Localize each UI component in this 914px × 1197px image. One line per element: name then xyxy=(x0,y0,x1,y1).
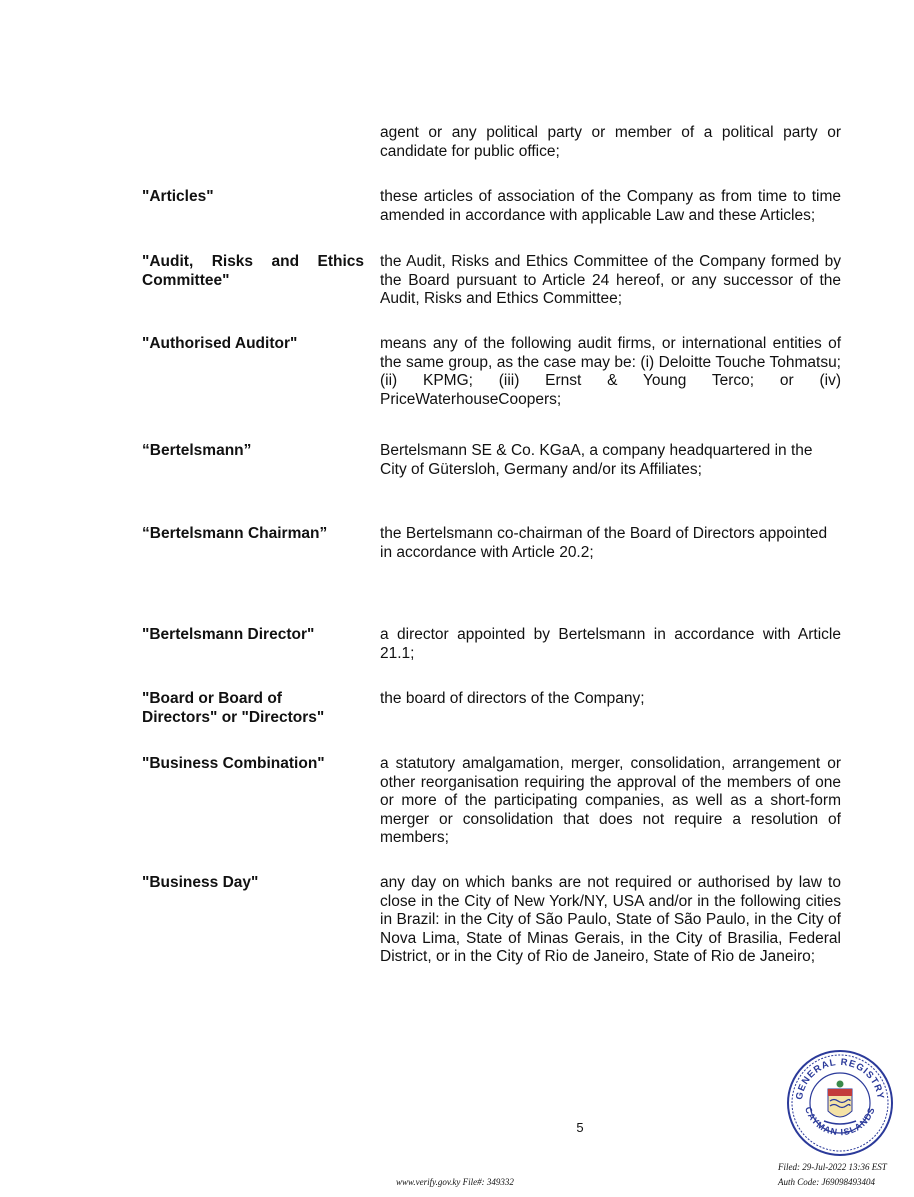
definition-text: any day on which banks are not required or authorised by law to close in the City of New York/NY, USA and/or in the following cities in Brazil: in the City of São Paulo, State of São Paulo, in the City of Nova Lima, State of Minas Gerais, in the City of Brasilia, Federal District, or in the City of Rio de Janeiro, State of Rio de Janeiro; xyxy=(380,874,841,965)
footer-filed: Filed: 29-Jul-2022 13:36 EST xyxy=(778,1162,887,1172)
definition-term: "Board or Board of Directors" or "Directors" xyxy=(142,690,325,726)
definition-text: Bertelsmann SE & Co. KGaA, a company headquartered in the City of Gütersloh, Germany and/or its Affiliates; xyxy=(380,442,813,478)
definition-term: "Business Combination" xyxy=(142,755,325,772)
registry-seal xyxy=(786,1049,894,1157)
definition-text: the Bertelsmann co-chairman of the Board of Directors appointed in accordance with Article 20.2; xyxy=(380,525,828,561)
seal-bottom-text: CAYMAN ISLANDS xyxy=(803,1105,877,1138)
definition-text: means any of the following audit firms, or international entities of the same group, as the case may be: (i) Deloitte Touche Tohmatsu; (ii) KPMG; (iii) Ernst & Young Terco; or (iv) PriceWaterhouseCoopers; xyxy=(380,335,841,408)
definition-term: "Authorised Auditor" xyxy=(142,335,298,352)
definition-term: "Articles" xyxy=(142,188,214,205)
definition-term: “Bertelsmann Chairman” xyxy=(142,525,328,542)
seal-top-text: GENERAL REGISTRY xyxy=(794,1056,886,1101)
definition-text: these articles of association of the Company as from time to time amended in accordance with applicable Law and these Articles; xyxy=(380,188,841,224)
page-number: 5 xyxy=(576,1120,584,1135)
definition-term: “Bertelsmann” xyxy=(142,442,252,459)
definition-text: the Audit, Risks and Ethics Committee of the Company formed by the Board pursuant to Article 24 hereof, or any successor of the Audit, Risks and Ethics Committee; xyxy=(380,253,841,307)
footer-auth-code: Auth Code: J69098493404 xyxy=(778,1177,875,1187)
definition-term: "Audit, Risks and Ethics Committee" xyxy=(142,253,364,289)
definition-text: the board of directors of the Company; xyxy=(380,690,645,707)
footer-filing-info xyxy=(778,1160,898,1190)
definition-text: a director appointed by Bertelsmann in accordance with Article 21.1; xyxy=(380,626,841,662)
footer-verify-file: www.verify.gov.ky File#: 349332 xyxy=(396,1177,514,1187)
definition-term: "Bertelsmann Director" xyxy=(142,626,315,643)
definition-text: a statutory amalgamation, merger, consolidation, arrangement or other reorganisation requiring the approval of the members of one or more of the participating companies, as well as a short-form merger or consolidation that does not require a resolution of members; xyxy=(380,755,841,846)
continuation-text: agent or any political party or member of a political party or candidate for public office; xyxy=(380,124,841,160)
definition-term: "Business Day" xyxy=(142,874,259,891)
